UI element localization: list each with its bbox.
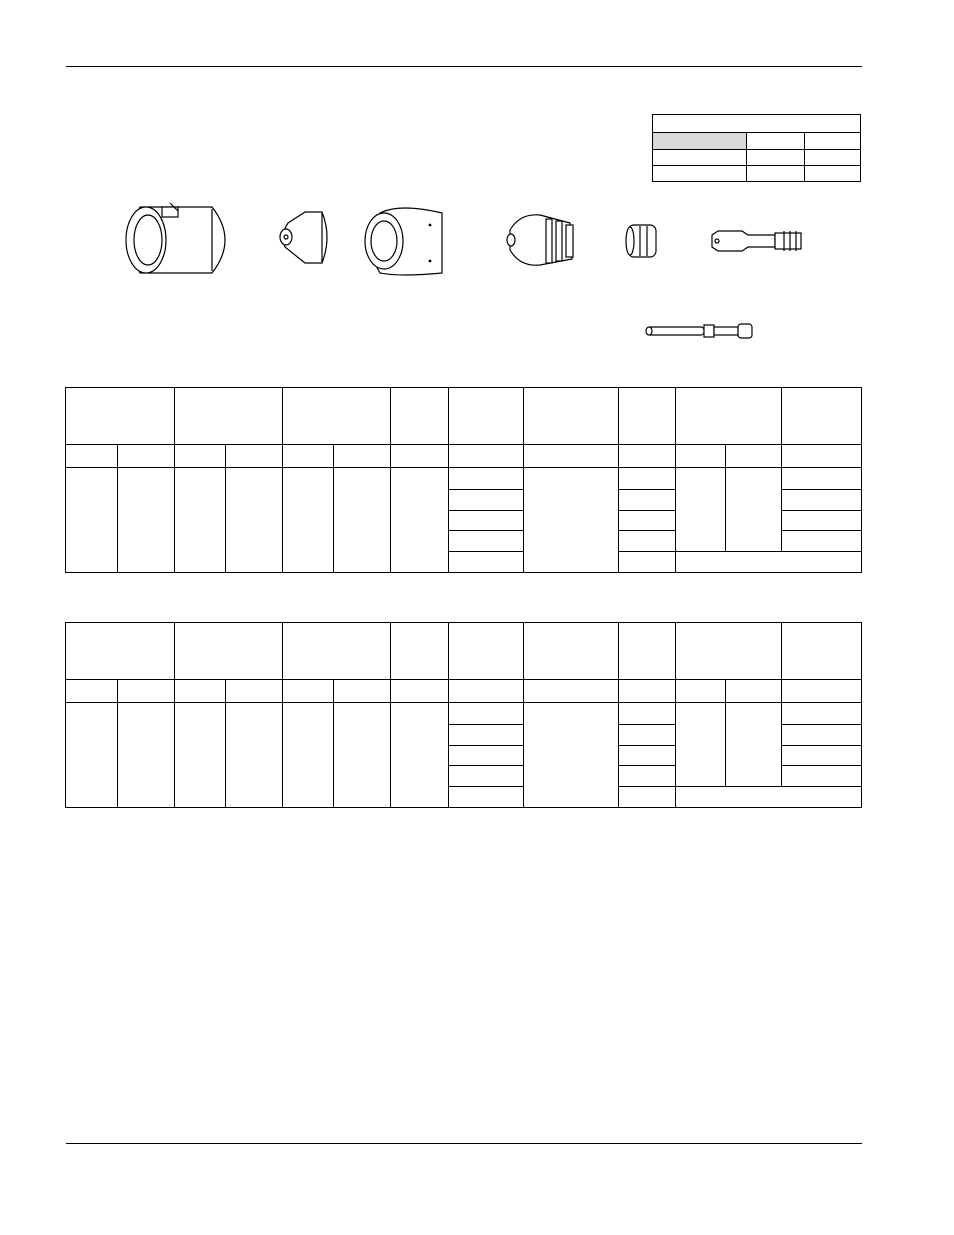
nozzle-retaining-cap-icon: [365, 208, 442, 275]
swirl-ring-icon: [626, 225, 656, 257]
retaining-cap-icon: [126, 203, 225, 273]
nozzle-icon: [507, 215, 573, 265]
shield-icon: [280, 212, 327, 263]
consumables-illustration: [100, 195, 820, 355]
cut-chart-table-1: [65, 387, 863, 575]
electrode-icon: [712, 231, 801, 251]
legend-shaded-cell: [653, 133, 746, 149]
legend-table: [652, 114, 862, 184]
header-rule: [66, 66, 862, 67]
water-tube-icon: [646, 324, 752, 338]
cut-chart-table-2: [65, 622, 863, 810]
footer-rule: [66, 1143, 862, 1144]
